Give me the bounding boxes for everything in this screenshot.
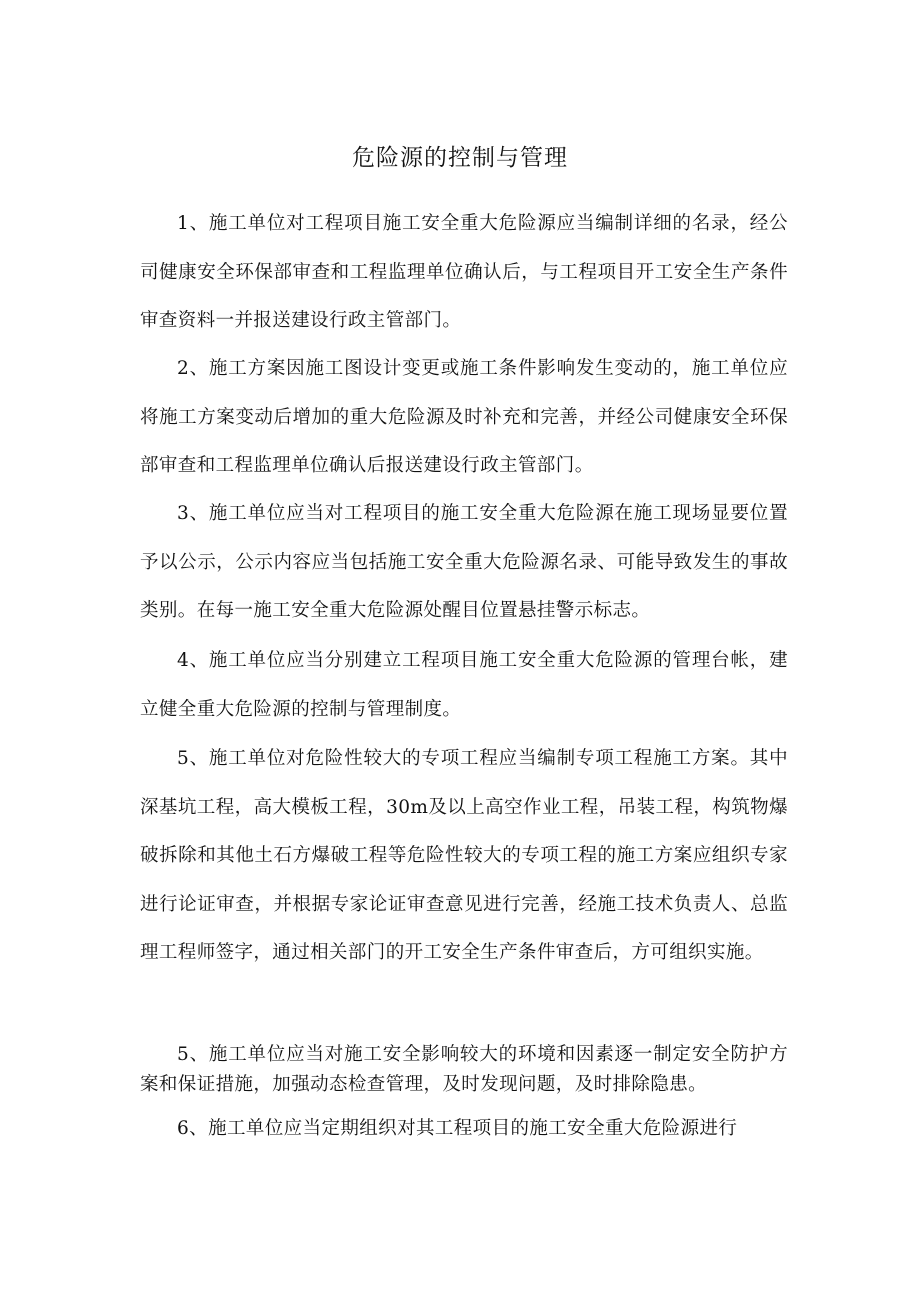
paragraph-7: 6、施工单位应当定期组织对其工程项目的施工安全重大危险源进行	[177, 1118, 738, 1139]
paragraph-4: 4、施工单位应当分别建立工程项目施工安全重大危险源的管理台帐，建立健全重大危险源的控制与管理制度。	[140, 650, 788, 720]
paragraph-5: 5、施工单位对危险性较大的专项工程应当编制专项工程施工方案。其中深基坑工程，高大模板工程，30m及以上高空作业工程，吊装工程，构筑物爆破拆除和其他土石方爆破工程等危险性较大的专项工程的施工方案应组织专家进行论证审查，并根据专家论证审查意见进行完善，经施工技术负责人、总监理工程师签字，通过相关部门的开工安全生产条件审查后，方可组织实施。	[140, 748, 788, 963]
paragraph-3: 3、施工单位应当对工程项目的施工安全重大危险源在施工现场显要位置予以公示，公示内容应当包括施工安全重大危险源名录、可能导致发生的事故类别。在每一施工安全重大危险源处醒目位置悬挂警示标志。	[140, 503, 788, 621]
paragraph-2: 2、施工方案因施工图设计变更或施工条件影响发生变动的，施工单位应将施工方案变动后增加的重大危险源及时补充和完善，并经公司健康安全环保部审查和工程监理单位确认后报送建设行政主管部门。	[140, 358, 788, 476]
page-title: 危险源的控制与管理	[352, 145, 568, 171]
paragraph-6: 5、施工单位应当对施工安全影响较大的环境和因素逐一制定安全防护方案和保证措施，加强动态检查管理，及时发现问题，及时排除隐患。	[140, 1044, 788, 1095]
paragraph-1: 1、施工单位对工程项目施工安全重大危险源应当编制详细的名录，经公司健康安全环保部审查和工程监理单位确认后，与工程项目开工安全生产条件审查资料一并报送建设行政主管部门。	[140, 213, 788, 331]
